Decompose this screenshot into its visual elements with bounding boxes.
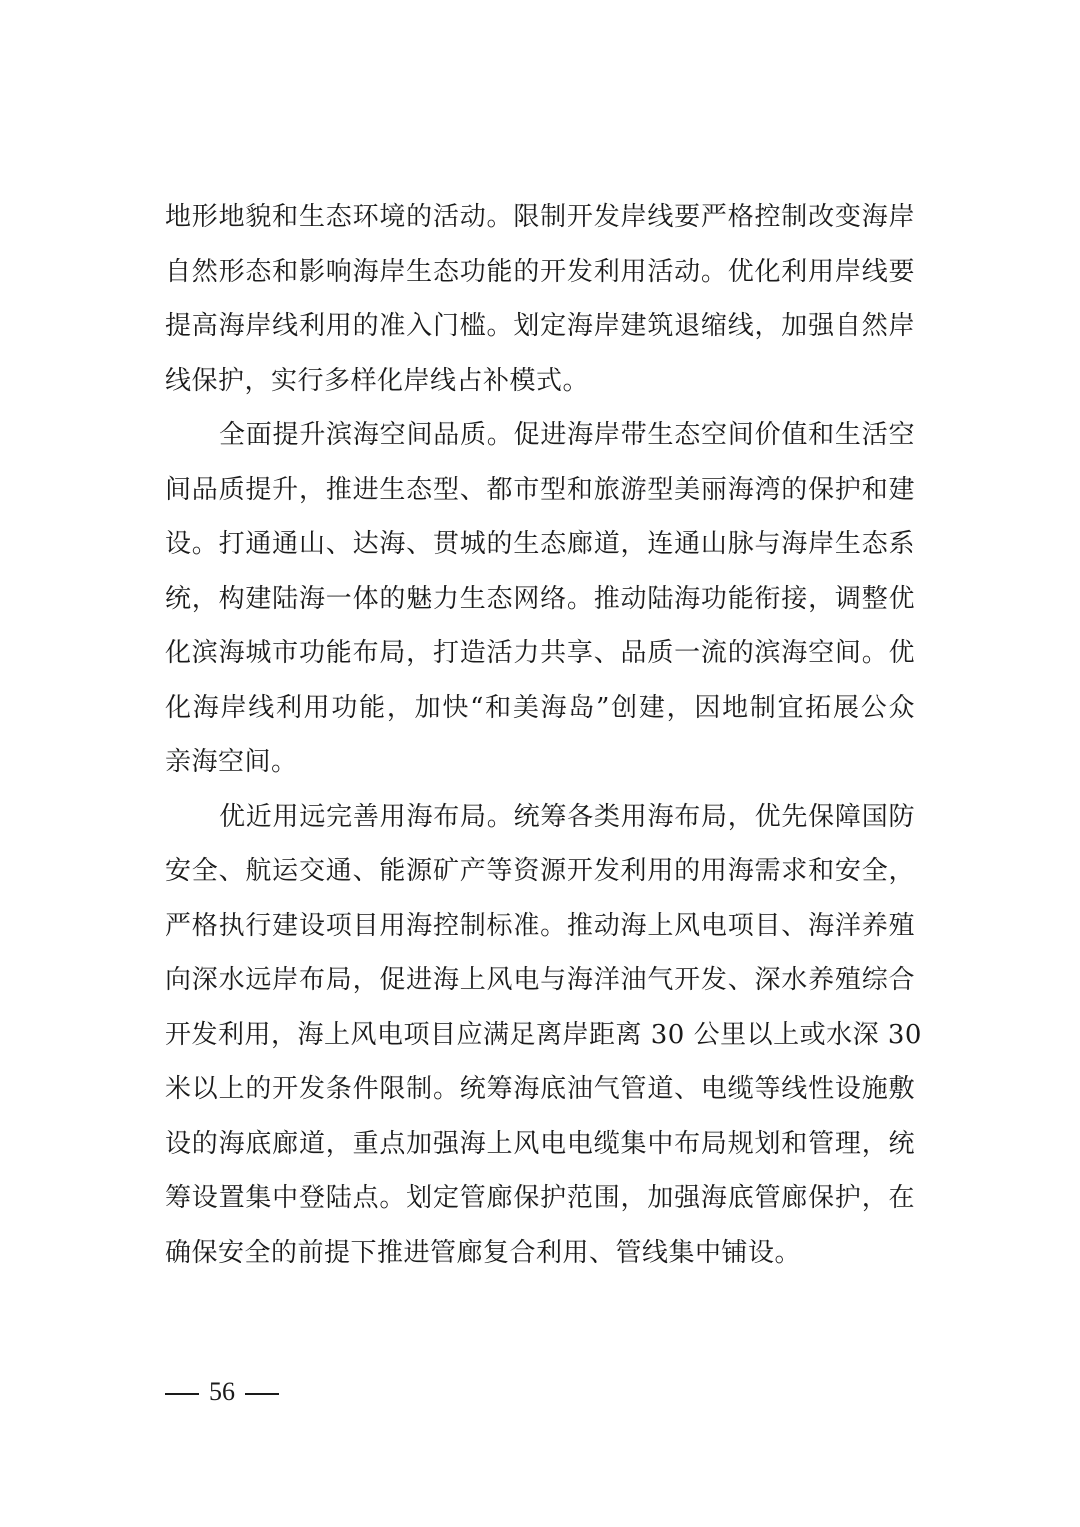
text-line: 亲海空间。 (165, 747, 298, 777)
text-line: 开发利用，海上风电项目应满足离岸距离 30 公里以上或水深 30 (165, 1019, 922, 1050)
text-line: 提高海岸线利用的准入门槛。划定海岸建筑退缩线，加强自然岸 (165, 311, 915, 341)
text-line: 设的海底廊道，重点加强海上风电电缆集中布局规划和管理，统 (165, 1128, 915, 1159)
paragraph-first-line (165, 408, 915, 463)
text-line: 自然形态和影响海岸生态功能的开发利用活动。优化利用岸线要 (165, 256, 915, 287)
body-text (165, 190, 922, 1280)
text-line: 设。打通通山、达海、贯城的生态廊道，连通山脉与海岸生态系 (165, 529, 915, 559)
paragraph-first-line (165, 790, 915, 845)
paragraph-heading: 全面提升滨海空间品质。 (219, 420, 514, 450)
text-line: 间品质提升，推进生态型、都市型和旅游型美丽海湾的保护和建 (165, 474, 915, 505)
text-line: 化滨海城市功能布局，打造活力共享、品质一流的滨海空间。优 (165, 638, 915, 668)
text-line: 确保安全的前提下推进管廊复合利用、管线集中铺设。 (165, 1237, 802, 1268)
text-line: 严格执行建设项目用海控制标准。推动海上风电项目、海洋养殖 (165, 910, 915, 941)
text-line: 地形地貌和生态环境的活动。限制开发岸线要严格控制改变海岸 (165, 202, 915, 232)
page-number: 56 (209, 1377, 235, 1406)
paragraph-sea-use-layout (165, 790, 922, 1281)
text-line: 向深水远岸布局，促进海上风电与海洋油气开发、深水养殖综合 (165, 965, 915, 995)
text-line: 统，构建陆海一体的魅力生态网络。推动陆海功能衔接，调整优 (165, 583, 915, 614)
text-line: 线保护，实行多样化岸线占补模式。 (165, 365, 590, 396)
text-line: 筹设置集中登陆点。划定管廊保护范围，加强海底管廊保护，在 (165, 1183, 915, 1213)
paragraph-coastal-space-quality (165, 408, 915, 790)
paragraph-first-line-text: 统筹各类用海布局，优先保障国防 (513, 801, 915, 832)
paragraph-coastline-control (165, 190, 915, 408)
text-line: 化海岸线利用功能，加快“和美海岛”创建，因地制宜拓展公众 (165, 692, 915, 723)
footer-dash-right (245, 1393, 279, 1395)
text-line: 米以上的开发条件限制。统筹海底油气管道、电缆等线性设施敷 (165, 1074, 915, 1104)
text-line: 安全、航运交通、能源矿产等资源开发利用的用海需求和安全， (165, 856, 915, 886)
footer-dash-left (165, 1393, 199, 1395)
paragraph-heading: 优近用远完善用海布局。 (219, 801, 514, 832)
paragraph-first-line-text: 促进海岸带生态空间价值和生活空 (513, 420, 915, 450)
page-footer (165, 1372, 279, 1412)
